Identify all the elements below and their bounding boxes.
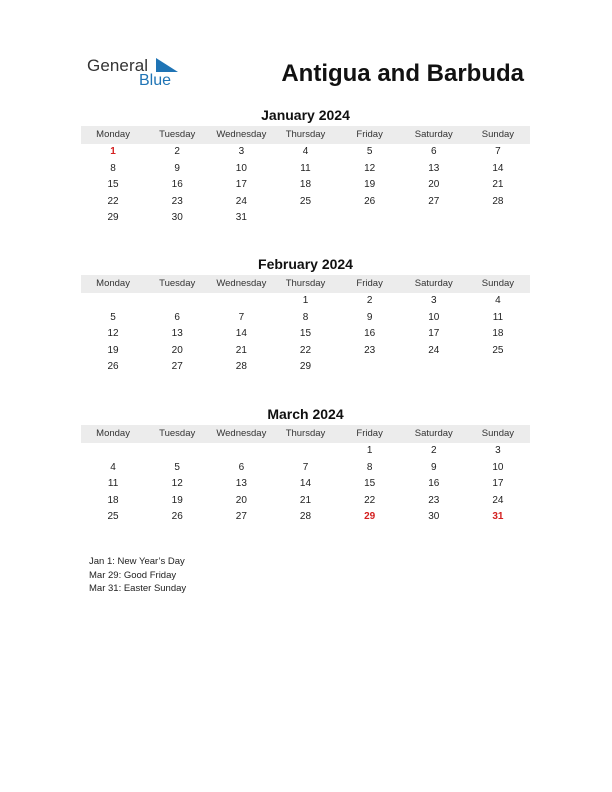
day-cell: 12 bbox=[364, 162, 376, 174]
day-cell: 22 bbox=[107, 195, 119, 207]
day-cell: 16 bbox=[364, 328, 376, 339]
day-cell: 3 bbox=[495, 445, 501, 456]
day-cell: 9 bbox=[430, 461, 437, 473]
empty-day-cell bbox=[209, 293, 273, 310]
day-cell: 25 bbox=[107, 511, 119, 522]
day-cell: 4 bbox=[302, 146, 309, 157]
day-cell: 25 bbox=[492, 344, 504, 356]
day-cell: 4 bbox=[495, 295, 501, 306]
day-cell: 14 bbox=[235, 328, 247, 339]
day-cell: 29 bbox=[107, 212, 119, 223]
empty-day-cell bbox=[81, 443, 145, 460]
day-cell: 17 bbox=[235, 179, 247, 190]
country-title: Antigua and Barbuda bbox=[281, 60, 524, 87]
weekday-label: Tuesday bbox=[159, 129, 196, 140]
day-cell: 7 bbox=[495, 146, 501, 157]
month-march bbox=[81, 405, 530, 526]
day-cell: 14 bbox=[299, 478, 312, 489]
day-cell: 11 bbox=[300, 162, 311, 174]
empty-day-cell bbox=[338, 359, 402, 376]
day-cell: 9 bbox=[174, 162, 180, 174]
weekday-label: Sunday bbox=[481, 278, 515, 289]
day-cell: 3 bbox=[238, 146, 245, 157]
week-row bbox=[81, 144, 530, 161]
general-blue-logo bbox=[87, 56, 187, 92]
day-cell: 21 bbox=[235, 344, 247, 356]
weekday-label: Friday bbox=[356, 428, 383, 439]
weekday-label: Wednesday bbox=[216, 428, 267, 439]
weekday-label: Thursday bbox=[285, 129, 326, 140]
day-cell: 5 bbox=[110, 311, 116, 323]
day-cell: 13 bbox=[235, 478, 247, 489]
month-february bbox=[81, 255, 530, 376]
day-cell: 5 bbox=[174, 461, 180, 473]
week-row bbox=[81, 310, 530, 327]
day-cell: 1 bbox=[366, 445, 373, 456]
empty-day-cell bbox=[402, 359, 466, 376]
day-cell: 23 bbox=[428, 494, 440, 506]
logo-blue-text: Blue bbox=[139, 72, 172, 89]
day-cell: 26 bbox=[364, 195, 376, 207]
weekday-label: Wednesday bbox=[216, 129, 267, 140]
day-cell: 18 bbox=[107, 494, 119, 506]
weekday-label: Monday bbox=[96, 428, 130, 439]
empty-day-cell bbox=[273, 443, 337, 460]
weekday-label: Friday bbox=[356, 278, 383, 289]
day-cell: 6 bbox=[430, 146, 437, 157]
month-january bbox=[81, 106, 530, 227]
holiday-day-cell: 1 bbox=[110, 146, 116, 157]
week-row bbox=[81, 194, 530, 211]
day-cell: 3 bbox=[430, 295, 437, 306]
empty-day-cell bbox=[466, 359, 530, 376]
holiday-day-cell: 29 bbox=[364, 511, 376, 522]
day-cell: 15 bbox=[299, 328, 312, 339]
day-cell: 31 bbox=[235, 212, 247, 223]
weekday-label: Sunday bbox=[481, 129, 515, 140]
day-cell: 29 bbox=[299, 361, 312, 372]
day-cell: 21 bbox=[299, 494, 312, 506]
day-cell: 14 bbox=[492, 162, 504, 174]
day-cell: 21 bbox=[492, 179, 504, 190]
week-row bbox=[81, 493, 530, 510]
day-cell: 26 bbox=[171, 511, 183, 522]
day-cell: 20 bbox=[428, 179, 440, 190]
empty-day-cell bbox=[273, 210, 337, 227]
day-cell: 16 bbox=[171, 179, 183, 190]
week-row bbox=[81, 443, 530, 460]
day-cell: 15 bbox=[107, 179, 119, 190]
month-title: January 2024 bbox=[261, 107, 350, 123]
weekday-label: Saturday bbox=[414, 129, 453, 140]
day-cell: 9 bbox=[366, 311, 373, 323]
week-row bbox=[81, 293, 530, 310]
week-row bbox=[81, 161, 530, 178]
week-row bbox=[81, 460, 530, 477]
day-cell: 27 bbox=[235, 511, 247, 522]
day-cell: 1 bbox=[302, 295, 309, 306]
day-cell: 28 bbox=[492, 195, 504, 207]
week-row bbox=[81, 476, 530, 493]
empty-day-cell bbox=[209, 443, 273, 460]
day-cell: 24 bbox=[428, 344, 440, 356]
day-cell: 13 bbox=[171, 328, 183, 339]
day-cell: 2 bbox=[430, 445, 437, 456]
day-cell: 28 bbox=[235, 361, 247, 372]
day-cell: 7 bbox=[238, 311, 245, 323]
weekday-label: Thursday bbox=[285, 278, 326, 289]
day-cell: 7 bbox=[302, 461, 309, 473]
day-cell: 27 bbox=[171, 361, 183, 372]
day-cell: 5 bbox=[366, 146, 373, 157]
month-title: February 2024 bbox=[258, 256, 353, 272]
holiday-entry: Mar 31: Easter Sunday bbox=[89, 583, 187, 594]
empty-day-cell bbox=[466, 210, 530, 227]
empty-day-cell bbox=[81, 293, 145, 310]
day-cell: 10 bbox=[492, 461, 504, 473]
week-row bbox=[81, 359, 530, 376]
day-cell: 23 bbox=[364, 344, 376, 356]
day-cell: 10 bbox=[428, 311, 440, 323]
day-cell: 22 bbox=[299, 344, 312, 356]
day-cell: 25 bbox=[299, 195, 312, 207]
holiday-list bbox=[89, 555, 186, 596]
day-cell: 27 bbox=[428, 195, 440, 207]
day-cell: 2 bbox=[366, 295, 373, 306]
day-cell: 8 bbox=[302, 311, 309, 323]
weekday-label: Saturday bbox=[414, 428, 453, 439]
logo-general-text: General bbox=[87, 56, 149, 75]
day-cell: 4 bbox=[110, 461, 116, 473]
day-cell: 18 bbox=[492, 328, 504, 339]
day-cell: 20 bbox=[235, 494, 247, 506]
weekday-header bbox=[81, 275, 530, 293]
week-row bbox=[81, 509, 530, 526]
empty-day-cell bbox=[402, 210, 466, 227]
day-cell: 24 bbox=[235, 195, 247, 207]
empty-day-cell bbox=[145, 443, 209, 460]
weekday-label: Sunday bbox=[481, 428, 515, 439]
day-cell: 12 bbox=[171, 478, 183, 489]
week-row bbox=[81, 326, 530, 343]
weekday-label: Friday bbox=[356, 129, 383, 140]
day-cell: 23 bbox=[171, 195, 183, 207]
day-cell: 16 bbox=[428, 478, 440, 489]
weekday-label: Saturday bbox=[414, 278, 453, 289]
day-cell: 19 bbox=[171, 494, 183, 506]
day-cell: 10 bbox=[235, 162, 247, 174]
weekday-header bbox=[81, 425, 530, 443]
weekday-label: Wednesday bbox=[216, 278, 267, 289]
weekday-header bbox=[81, 126, 530, 144]
day-cell: 18 bbox=[299, 179, 312, 190]
empty-day-cell bbox=[338, 210, 402, 227]
day-cell: 22 bbox=[364, 494, 376, 506]
day-cell: 19 bbox=[364, 179, 376, 190]
day-cell: 8 bbox=[110, 162, 116, 174]
day-cell: 30 bbox=[171, 212, 183, 223]
day-cell: 15 bbox=[364, 478, 376, 489]
weekday-label: Monday bbox=[96, 278, 130, 289]
holiday-day-cell: 31 bbox=[492, 511, 504, 522]
day-cell: 13 bbox=[428, 162, 440, 174]
day-cell: 20 bbox=[171, 344, 183, 356]
day-cell: 30 bbox=[428, 511, 440, 522]
empty-day-cell bbox=[145, 293, 209, 310]
day-cell: 6 bbox=[238, 461, 245, 473]
day-cell: 11 bbox=[107, 478, 119, 489]
day-cell: 19 bbox=[107, 344, 119, 356]
day-cell: 8 bbox=[366, 461, 373, 473]
week-row bbox=[81, 343, 530, 360]
holiday-entry: Jan 1: New Year’s Day bbox=[89, 556, 185, 567]
weekday-label: Thursday bbox=[285, 428, 326, 439]
day-cell: 6 bbox=[174, 311, 180, 323]
day-cell: 24 bbox=[492, 494, 504, 506]
day-cell: 28 bbox=[299, 511, 312, 522]
day-cell: 11 bbox=[492, 311, 504, 323]
day-cell: 17 bbox=[492, 478, 504, 489]
month-title: March 2024 bbox=[267, 406, 344, 422]
day-cell: 26 bbox=[107, 361, 119, 372]
weekday-label: Monday bbox=[96, 129, 130, 140]
logo-triangle-icon bbox=[156, 58, 178, 72]
week-row bbox=[81, 210, 530, 227]
weekday-label: Tuesday bbox=[159, 278, 196, 289]
day-cell: 2 bbox=[174, 146, 180, 157]
day-cell: 17 bbox=[428, 328, 440, 339]
holiday-entry: Mar 29: Good Friday bbox=[89, 569, 177, 581]
week-row bbox=[81, 177, 530, 194]
day-cell: 12 bbox=[107, 328, 119, 339]
weekday-label: Tuesday bbox=[159, 428, 196, 439]
